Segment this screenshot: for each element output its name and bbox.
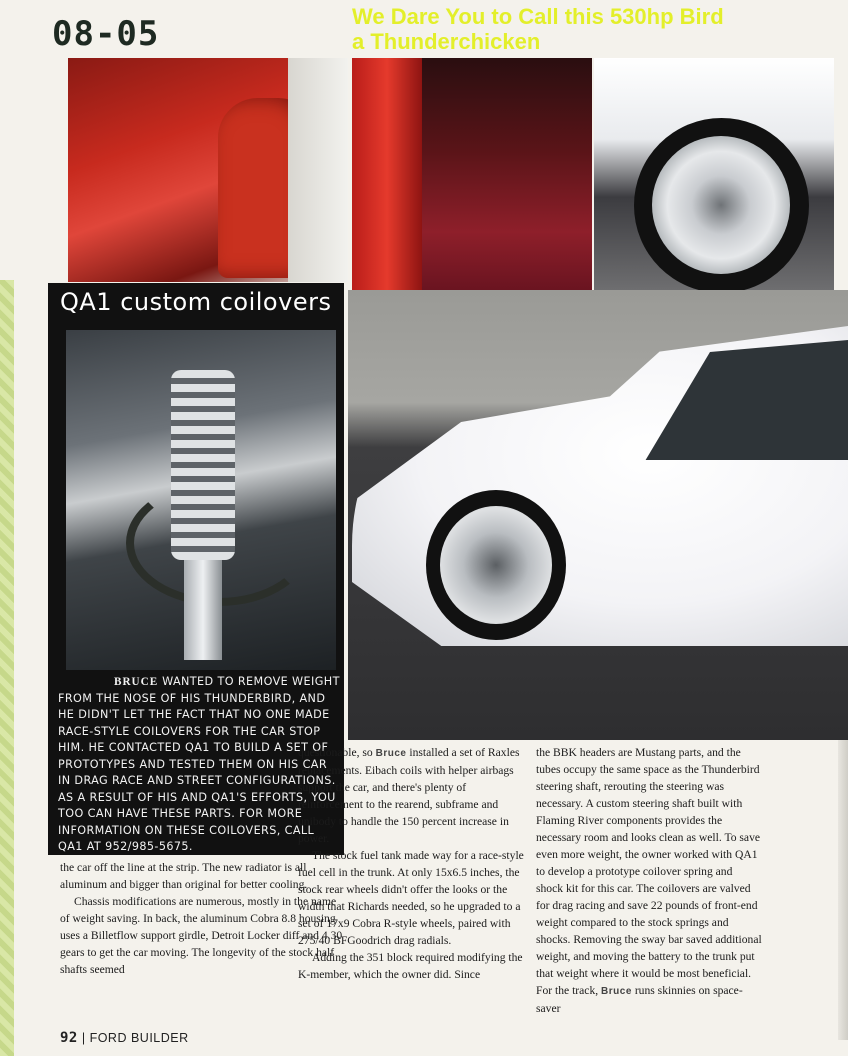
col2-paragraph-2: The stock fuel tank made way for a race-style fuel cell in the trunk. At only 15x6.5 inches, the stock rear wheels didn't offer the looks or the width that Richards needed, so he upgraded to a set of 17x9 Cobra R-style wheels, paired with 275/40 BFGoodrich drag radials. [298, 849, 524, 947]
col3-p1-rest: runs skinnies on space-saver [536, 984, 743, 1015]
col3-p1-start: the BBK headers are Mustang parts, and the tubes occupy the same space as the Thunderbird steering shaft, rerouting the steering was necessary. A custom steering shaft built with Flaming River components provides the necessary room and looks clean as well. To save even more weight, the owner worked with QA1 to develop a prototype coilover spring and shock kit for this car. The coilovers are valved for drag racing and save 22 pounds of front-end weight compared to the stock springs and shocks. Removing the sway bar saved additional weight, and moving the battery to the trunk put that weight where it would be most beneficial. For the track, [536, 746, 762, 997]
page-number: 92 [60, 1030, 78, 1046]
col1-paragraph-1: the car off the line at the strip. The new radiator is all aluminum and bigger than original for better cooling. [60, 861, 308, 891]
headline-line-2: a Thunderchicken [352, 29, 541, 54]
coilover-photo [66, 330, 336, 670]
issue-code: 08-05 [52, 14, 160, 54]
page-edge-strip [0, 280, 14, 1056]
spring-shape [171, 370, 235, 560]
col2-paragraph-3: Adding the 351 block required modifying the K-member, which the owner did. Since [298, 951, 523, 981]
headline [352, 4, 782, 54]
footer [60, 1030, 189, 1046]
col2-name: Bruce [375, 748, 407, 759]
car-rim-shape [440, 506, 552, 624]
col2-paragraph-1 [298, 744, 526, 847]
headline-line-1: We Dare You to Call this 530hp Bird [352, 4, 724, 29]
shock-shaft-shape [184, 560, 222, 660]
column-3 [536, 744, 762, 1017]
col1-paragraph-2: Chassis modifications are numerous, mostly in the name of weight saving. In back, the aluminum Cobra 8.8 housing uses a Billetflow support girdle, Detroit Locker diff and 4.30 gears to get the car moving. The longevity of the stock half shafts seemed [60, 895, 343, 976]
column-2 [298, 744, 526, 983]
rim-shape [652, 136, 790, 274]
sidebar-name: BRUCE [114, 676, 159, 688]
page-right-edge [838, 740, 848, 1040]
col3-name: Bruce [601, 986, 632, 997]
col2-p1-start: questionable, so [298, 746, 373, 759]
interior-seat-photo [68, 58, 348, 282]
publication-name: FORD BUILDER [89, 1031, 189, 1045]
sidebar-body: WANTED TO REMOVE WEIGHT FROM THE NOSE OF HIS THUNDERBIRD, AND HE DIDN'T LET THE FACT THAT NO ONE MADE RACE-STYLE COILOVERS FOR THE CAR STOP HIM. HE CONTACTED QA1 TO BUILD A SET OF PROTOTYPES AND TESTED THEM ON HIS CAR IN DRAG RACE AND STREET CONFIGURATIONS. AS A RESULT OF HIS AND QA1'S EFFORTS, YOU TOO CAN HAVE THESE PARTS. FOR MORE INFORMATION ON THESE COILOVERS, CALL QA1 AT 952/985-5675. [58, 675, 340, 853]
footer-divider: | [81, 1031, 90, 1045]
sidebar-title: QA1 custom coilovers [60, 288, 332, 316]
front-wheel-photo [594, 58, 834, 290]
rear-interior-photo [352, 58, 592, 290]
seat-pillar-shape [352, 58, 422, 290]
col2-p1-rest: installed a set of Raxles replacements. Eibach coils with helper airbags support the car, and there's plenty of reinforcement to the rearend, subframe and unibody to handle the 150 percent increase in power. [298, 746, 520, 845]
thunderbird-side-photo [348, 290, 848, 740]
door-frame-shape [288, 58, 348, 282]
col3-paragraph-1 [536, 744, 762, 1017]
